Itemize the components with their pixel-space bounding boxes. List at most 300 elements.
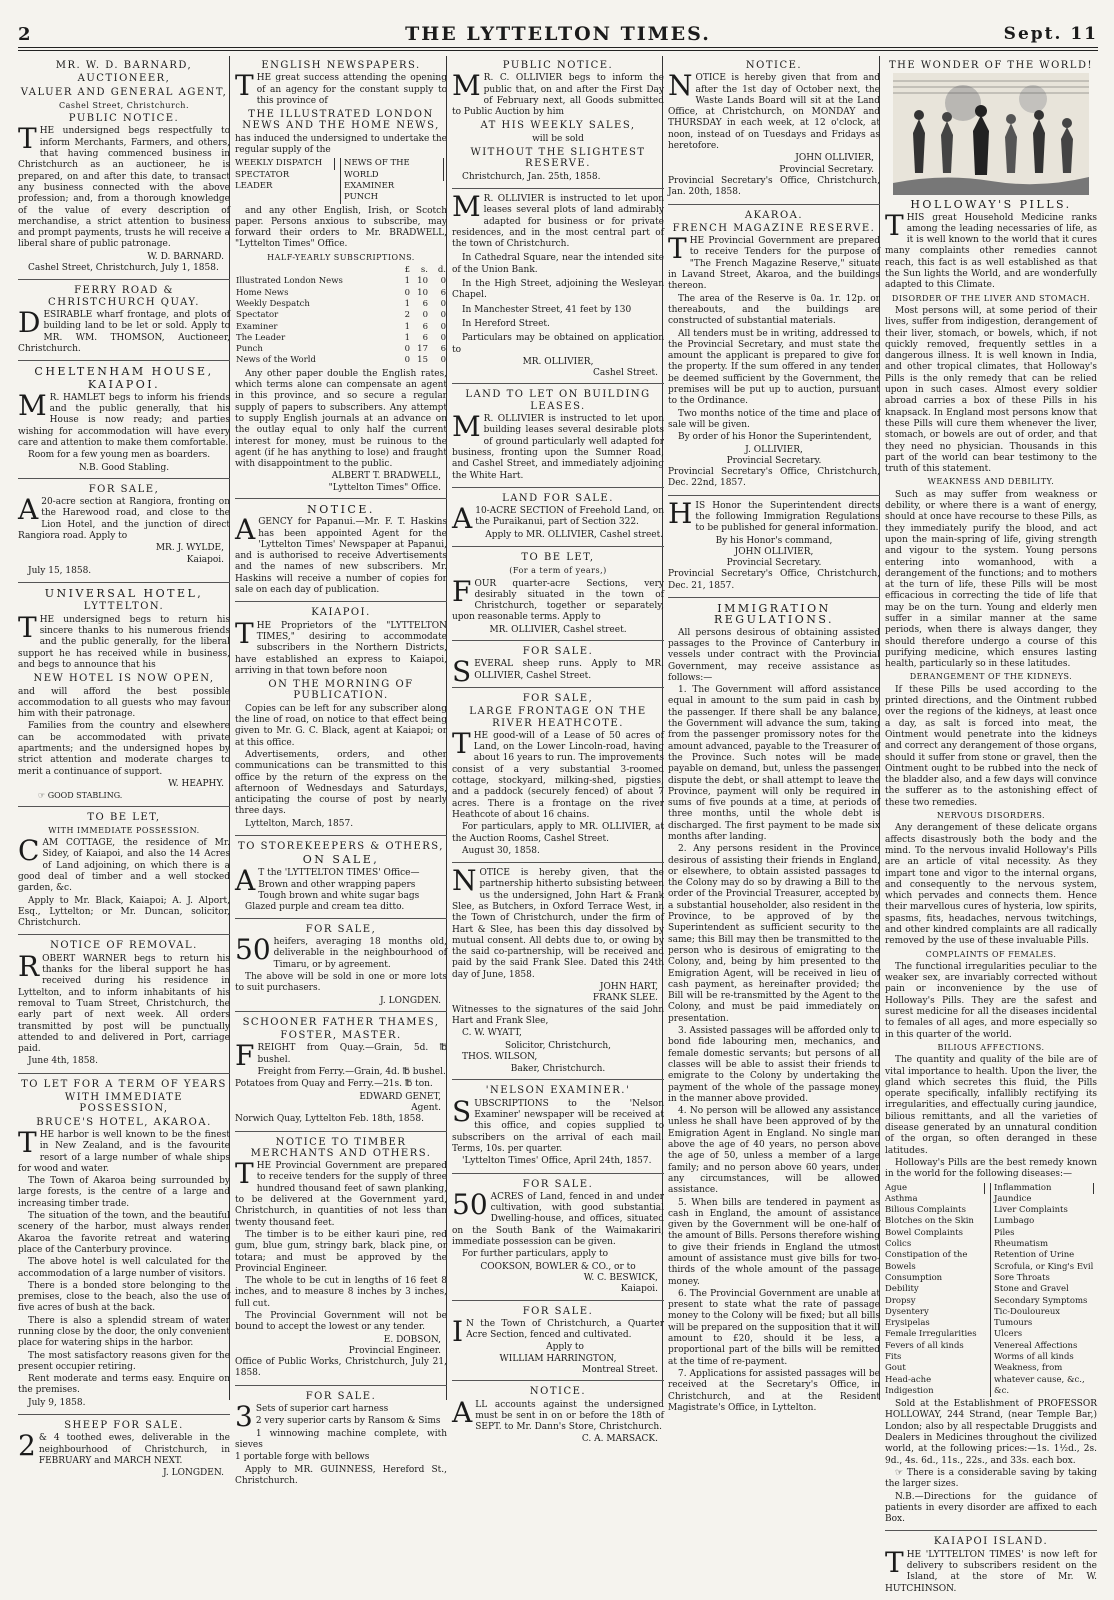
ad-body: HE undersigned begs to return his sincere thanks to his numerous friends and the public generally, for the liberal support he has received while in business, and begs to announce that his — [18, 614, 230, 670]
ad-item: In the High Street, adjoining the Wesleyan Chapel. — [452, 279, 664, 301]
ad-caps: ON THE MORNING OF PUBLICATION. — [268, 679, 414, 702]
ad-heading: NOTICE OF REMOVAL. — [50, 940, 198, 952]
ad-heading: SCHOONER FATHER THAMES, — [242, 1016, 440, 1028]
ad-heading: NOTICE. — [529, 1386, 587, 1398]
ad-body: ACRES of Land, fenced in and under cultivation, with good substantial Dwelling-house, and offices, situated on the South Bank of the Waimakariri, immediate possession can be given. — [452, 1191, 664, 1248]
section-heading: DISORDER OF THE LIVER AND STOMACH. — [891, 293, 1091, 303]
drop-cap: 3 — [235, 1400, 253, 1434]
ad-date: 'Lyttelton Times' Office, April 24th, 1857. — [462, 1156, 652, 1167]
disease-item: Inflammation — [994, 1183, 1094, 1194]
regulation-item: 1. The Government will afford assistance equal in amount to the sum paid in cash by the passenger. If there shall be any balance, the Government will advance the sum, taking from the passenger promissory notes for the amount advanced, payable to the Treasurer of the Province. Such notes will be made payable on demand, but, unless the passenger dispute the debt, or shall attempt to leave the Province, payment will only be required in sums of five pounds at a time, at periods of three months, until the whole debt is discharged. The first payment to be made six months after landing. — [668, 685, 881, 842]
table-cell: Punch — [236, 344, 263, 355]
ad-date: Office of Public Works, Christchurch, July 21, 1858. — [235, 1357, 447, 1379]
to-be-let-ad — [18, 812, 230, 936]
ad-body: HE Provincial Government are prepared to receive tenders for the supply of three hundred thousand feet of sawn planking, to be delivered at the Government yard, Christchurch, in quantities of not less than twenty thousand feet. — [235, 1161, 447, 1228]
table-row — [235, 355, 447, 366]
akaroa-hotel-ad — [18, 1079, 230, 1415]
ad-heading: 'NELSON EXAMINER.' — [485, 1085, 631, 1097]
ad-heading: TO LET FOR A TERM OF YEARS — [21, 1078, 227, 1090]
sheep-runs-ad — [452, 646, 664, 688]
ad-signature: W. D. BARNARD. — [147, 251, 224, 262]
disease-item: Erysipelas — [885, 1318, 930, 1329]
table-row — [235, 276, 447, 287]
ad-heading: IMMIGRATION REGULATIONS. — [714, 602, 834, 627]
ad-heading: UNIVERSAL HOTEL, — [44, 587, 204, 601]
drop-cap: S — [452, 655, 472, 689]
ad-signature: Provincial Secretary. — [726, 558, 822, 569]
drop-cap: A — [18, 493, 39, 527]
ad-caps: AT HIS WEEKLY SALES, — [480, 120, 636, 132]
ad-date: Cashel Street, Christchurch, July 1, 1858. — [28, 263, 219, 274]
ad-body: heifers, averaging 18 months old, deliverable in the neighbourhood of Timaru, or by agreement. — [273, 937, 447, 970]
ad-body: HE Provincial Government are prepared to receive Tenders for the purpose of "The French Magazine Reserve," situate in Lavand Street, Akaroa, and the buildings thereon. — [668, 236, 880, 292]
list-item: SPECTATOR — [235, 169, 290, 180]
drop-cap: 50 — [235, 933, 271, 967]
ad-date: July 15, 1858. — [28, 565, 92, 576]
regulation-item: 3. Assisted passages will be afforded only to bond fide labouring men, mechanics, and female domestic servants; but persons of all classes will be able to assist their friends to emigrate to the Colony by undertaking the payment of the whole of the passage money in the manner above provided. — [668, 1026, 880, 1104]
newspaper-list-left — [235, 158, 341, 203]
ad-body: 1 winnowing machine complete, with sieves — [235, 1428, 447, 1450]
disease-item: Bilious Complaints — [885, 1205, 966, 1216]
holloways-pills-ad — [885, 60, 1097, 1531]
disease-item: Female Irregularities — [885, 1329, 977, 1340]
ad-body: GENCY for Papanui.—Mr. F. T. Haskins has been appointed Agent for the 'Lyttelton Times' Newspaper at Papanui, and is authorised to receive Advertisements and the names of new subscribers. Mr. Haskins will receive a number of copies for sale on each day of publication. — [235, 517, 447, 596]
ad-heading: FERRY ROAD & CHRISTCHURCH QUAY. — [48, 285, 200, 308]
section-heading: COMPLAINTS OF FEMALES. — [925, 949, 1057, 959]
ad-signature: Provincial Secretary. — [779, 164, 874, 175]
immigration-directive-ad — [668, 496, 880, 598]
column-2 — [235, 58, 447, 1486]
disease-item: Dysentery — [885, 1306, 929, 1317]
ad-item: In Cathedral Square, near the intended site of the Union Bank. — [452, 253, 664, 275]
section-heading: NERVOUS DISORDERS. — [936, 811, 1046, 821]
ad-signature: MR. OLLIVIER, — [522, 356, 594, 367]
drop-cap: T — [885, 208, 904, 242]
disease-item: Liver Complaints — [994, 1205, 1068, 1216]
nelson-examiner-ad — [452, 1085, 664, 1173]
drop-cap: T — [18, 610, 37, 644]
table-cell: 6 — [440, 287, 446, 298]
quarter-acre-ad — [452, 1306, 664, 1382]
ad-body: R. OLLIVIER is instructed to let upon building leases several desirable plots of ground particularly well adapted for business, fronting upon the Sumner Road, and Cashel Street, and immediately adjoining the White Hart. — [452, 414, 664, 481]
ad-body: N the Town of Christchurch, a Quarter Acre Section, fenced and cultivated. — [466, 1318, 664, 1341]
disease-item: Jaundice — [994, 1193, 1032, 1204]
disease-item: Piles — [994, 1227, 1015, 1238]
ad-signature: ALBERT T. BRADWELL, — [331, 471, 441, 482]
disease-item: Rheumatism — [994, 1239, 1049, 1250]
disease-item: Consumption — [885, 1272, 943, 1283]
ad-signature: C. A. MARSACK. — [581, 1434, 658, 1445]
ad-heading: KAIAPOI ISLAND. — [933, 1536, 1049, 1548]
ad-body: The above will be sold in one or more lots to suit purchasers. — [235, 971, 447, 994]
ad-subheading: FRENCH MAGAZINE RESERVE. — [672, 222, 876, 234]
drop-cap: H — [668, 496, 693, 530]
table-cell: 17 — [417, 344, 428, 355]
disease-item: Asthma — [885, 1193, 918, 1204]
ad-signature: Montreal Street. — [582, 1364, 658, 1375]
page-header — [18, 22, 1098, 48]
ad-witness: THOS. WILSON, — [462, 1051, 538, 1062]
ad-body: REIGHT from Quay.—Grain, 5d. ℔ bushel. — [257, 1043, 447, 1065]
for-sale-rangiora-ad — [18, 484, 230, 583]
subscription-table — [235, 265, 447, 367]
header-rule — [18, 50, 1098, 52]
disease-item: Debility — [885, 1284, 919, 1295]
sheep-for-sale-ad — [18, 1420, 230, 1483]
table-row — [235, 344, 447, 355]
disease-item: Sore Throats — [994, 1272, 1050, 1283]
disease-item: Colics — [885, 1239, 912, 1250]
ad-signature: WILLIAM HARRINGTON, — [499, 1353, 617, 1364]
drop-cap: F — [235, 1039, 255, 1073]
ad-heading: FOR SALE. — [522, 1305, 594, 1317]
ad-signature: Cashel Street. — [593, 368, 658, 379]
section-heading: BILIOUS AFFECTIONS. — [937, 1042, 1045, 1052]
ad-heading: MR. W. D. BARNARD, — [55, 60, 193, 71]
ad-item: Brown and other wrapping papers — [258, 879, 416, 890]
table-cell: 0 — [440, 321, 446, 332]
ad-signature: Agent. — [411, 1102, 441, 1113]
issue-date: Sept. 11 — [1003, 24, 1098, 44]
drop-cap: A — [452, 502, 473, 536]
ad-body: Most persons will, at some period of their lives, suffer from indigestion, derangement of their liver, stomach, or bowels, which, if not quickly removed, frequently settles in a dangerous illness. It is well known in India, and other tropical climates, that Holloway's Pills is the only remedy that can be relied upon in such cases. Almost every soldier abroad carries a box of these Pills in his knapsack. In England most persons know that these Pills will cure them whenever the liver, stomach, or bowels are out of order, and that they need no physician. Thousands in this part of the world can bear testimony to the truth of this statement. — [885, 305, 1097, 475]
ad-subheading: AUCTIONEER, — [77, 73, 171, 85]
ad-date: August 30, 1858. — [462, 845, 540, 856]
ad-heading: FOR SALE. — [522, 646, 594, 658]
ad-caps: NEW HOTEL IS NOW OPEN, — [33, 673, 215, 685]
ad-witness: C. W. WYATT, — [462, 1028, 522, 1039]
drop-cap: S — [452, 1094, 472, 1128]
ad-subheading: (For a term of years,) — [509, 566, 607, 576]
kaiapoi-express-ad — [235, 607, 447, 836]
heifers-for-sale-ad — [235, 924, 447, 1012]
ad-signature: Provincial Engineer. — [348, 1345, 441, 1356]
regulation-item: 4. No person will be allowed any assistance unless he shall have been approved of by the Emigration Agent in England. No single man above the age of 40 years, no person above the age of 50, unless a member of a large family; and no person above 60 years, under any circumstances, will be allowed assistance. — [668, 1106, 880, 1196]
table-header: d. — [437, 265, 446, 276]
ad-heading: CHELTENHAM HOUSE, — [34, 365, 214, 379]
ad-body: N.B.—Directions for the guidance of patients in every disorder are affixed to each Box. — [885, 1491, 1097, 1525]
table-header-row — [235, 265, 447, 276]
ad-heading: HOLLOWAY'S PILLS. — [910, 198, 1072, 212]
table-cell: 1 — [404, 276, 410, 287]
ad-body: OTICE is hereby given, that the partnership hitherto subsisting between us the undersigned, John Hart & Frank Slee, as Butchers, in Oxford Terrace West, in the Town of Christchurch, under the firm of Hart & Slee, has been this day dissolved by mutual consent. All debts due to, or owing by the said co-partnership, will be received and paid by the said Frank Slee. Dated this 24th day of June, 1858. — [452, 868, 664, 980]
table-cell: 6 — [440, 344, 446, 355]
table-cell: 6 — [422, 332, 428, 343]
table-cell: 0 — [440, 276, 446, 287]
ad-body: HE harbor is well known to be the finest in New Zealand, and is the favourite resort of a large number of whale ships for wood and water. — [18, 1129, 230, 1174]
ad-signature: JOHN OLLIVIER, — [795, 153, 874, 164]
ad-note: N.B. Good Stabling. — [78, 462, 170, 473]
drop-cap: M — [452, 189, 481, 223]
harness-for-sale-ad — [235, 1391, 447, 1492]
drop-cap: M — [452, 69, 481, 103]
ad-body: The situation of the town, and the beautiful scenery of the harbor, must always render Akaroa the favorite retreat and watering place of the Canterbury province. — [18, 1211, 230, 1255]
table-cell: 0 — [404, 287, 410, 298]
ad-body: HE Proprietors of the "LYTTELTON TIMES," desiring to accommodate subscribers in the Northern Districts, have established an express to Kaiapoi, arriving in that town before noon — [235, 620, 447, 676]
disease-item: Weakness, from whatever cause, &c., &c. — [994, 1363, 1085, 1396]
regulation-item: 5. When bills are tendered in payment as cash in England, the amount of assistance given by the Government will be one-half of the amount of Bills. Persons therefore wishing to give their friends in England the utmost amount of assistance must give bills for two-thirds of the whole amount of the passage money. — [668, 1197, 880, 1287]
ad-body: R. HAMLET begs to inform his friends and the public generally, that his House is now ready; and parties wishing for accommodation will have every care and attention to make them comfortable. — [18, 392, 230, 448]
drop-cap: A — [235, 863, 256, 897]
ad-body: Witnesses to the signatures of the said John Hart and Frank Slee, — [452, 1004, 664, 1026]
ad-subheading: BRUCE'S HOTEL, AKAROA. — [36, 1116, 212, 1128]
ad-body: Sold at the Establishment of PROFESSOR HOLLOWAY, 244 Strand, (near Temple Bar,) London; also by all respectable Druggists and Dealers in Medicines throughout the civilized world, at the following prices:—1s. 1½d., 2s. 9d., 4s. 6d., 11s., 22s., and 33s. each box. — [885, 1399, 1097, 1466]
ad-body: HE 'LYTTELTON TIMES' is now left for delivery to subscribers resident on the Island, at the store of Mr. W. HUTCHINSON. — [885, 1549, 1097, 1594]
ad-signature: COOKSON, BOWLER & CO., or to — [480, 1261, 636, 1272]
ad-heading: ENGLISH NEWSPAPERS. — [261, 60, 421, 71]
section-heading: WEAKNESS AND DEBILITY. — [927, 477, 1055, 487]
ad-body: R. OLLIVIER is instructed to let upon leases several plots of land admirably adapted for business or for private residences, and in the most central part of the town of Christchurch. — [452, 193, 664, 250]
ad-body: The area of the Reserve is 0a. 1r. 12p. or thereabouts, and the buildings are constructed of substantial materials. — [668, 293, 880, 327]
newspaper-title: THE LYTTELTON TIMES. — [405, 23, 711, 45]
ad-caps: THE ILLUSTRATED LONDON NEWS AND THE HOME NEWS, — [242, 109, 440, 132]
newspaper-list — [235, 158, 447, 203]
table-cell: 2 — [404, 310, 410, 321]
ad-body: Any other paper double the English rates, which terms alone can compensate an agent in this province, and so secure a regular supply of papers to subscribers. Any attempt to supply English journals at an advance on the outlay equal to only half the current interest for money, must be ruinous to the agent (if he has anything to lose) and fraught with disappointment to the public. — [235, 368, 447, 470]
ad-body: OTICE is hereby given that from and after the 1st day of October next, the Waste Lands Board will sit at the Land Office, at Christchurch, on MONDAY and THURSDAY in each week, at 12 o'clock, at noon, instead of on Tuesdays and Fridays as heretofore. — [668, 73, 880, 152]
table-cell: 1 — [404, 332, 410, 343]
drop-cap: T — [452, 726, 471, 760]
ad-body: OBERT WARNER begs to return his thanks for the liberal support he has received during his residence in Lyttelton, and to inform inhabitants of his removal to Tuam Street, Christchurch, the early part of next week. All orders transmitted by post will be punctually attended to and delivered in Port, carriage paid. — [18, 953, 230, 1055]
ad-body: Sets of superior cart harness — [255, 1404, 389, 1415]
ad-signature: MR. OLLIVIER, Cashel street. — [489, 624, 627, 635]
newspaper-list-right — [344, 158, 447, 203]
ad-note-text: GOOD STABLING. — [47, 791, 123, 801]
list-item: LEADER — [235, 180, 273, 191]
ad-body: The Town of Akaroa being surrounded by large forests, is the centre of a large and increasing timber trade. — [18, 1176, 230, 1209]
ad-body: For particulars, apply to MR. OLLIVIER, at the Auction Rooms, Cashel Street. — [452, 822, 664, 844]
ad-body: Advertisements, orders, and other communications can be transmitted to this office by the return of the express on the afternoon of Wednesdays and Saturdays, anticipating the course of post by nearly three days. — [235, 749, 447, 817]
ad-heading: FOR SALE. — [522, 1178, 594, 1190]
disease-item: Fits — [885, 1351, 902, 1362]
ad-heading: FOR SALE, — [522, 692, 594, 704]
disease-item: Bowel Complaints — [885, 1227, 963, 1238]
ad-item: In Manchester Street, 41 feet by 130 — [462, 304, 632, 315]
ad-caps: WITHOUT THE SLIGHTEST RESERVE. — [470, 147, 646, 170]
drop-cap: M — [452, 410, 481, 444]
drop-cap: T — [235, 616, 254, 650]
ad-signature: JOHN HART, — [599, 982, 658, 993]
ad-heading: FOR SALE. — [305, 1390, 377, 1402]
drop-cap: A — [452, 1395, 473, 1429]
ad-heading: TO STOREKEEPERS & OTHERS, — [238, 841, 444, 852]
engraving-illustration — [893, 73, 1089, 195]
ad-body: IS Honor the Superintendent directs the following Immigration Regulations to be published for general information. — [695, 500, 880, 534]
ad-body: HE good-will of a Lease of 50 acres of Land, on the Lower Lincoln-road, having about 16 years to run. The improvements consist of a very substantial 3-roomed cottage, stockyard, milking-shed, pigsties, and a paddock (securely fenced) of about 7 acres. There is a frontage on the river Heathcote of about 16 chains. — [452, 730, 664, 820]
timber-notice-ad — [235, 1137, 447, 1386]
ad-heading: NOTICE. — [307, 502, 375, 516]
ad-subheading: WITH IMMEDIATE POSSESSION, — [64, 1092, 184, 1115]
partnership-dissolved-ad — [452, 864, 664, 1080]
ad-body: T the 'LYTTELTON TIMES' Office— — [258, 867, 420, 878]
table-title: HALF-YEARLY SUBSCRIPTIONS. — [267, 252, 415, 262]
schooner-ad — [235, 1017, 447, 1132]
ad-body: By order of his Honor the Superintendent, — [678, 432, 872, 443]
universal-hotel-ad — [18, 588, 230, 806]
drop-cap: T — [18, 122, 37, 156]
diseases-list — [885, 1183, 1097, 1398]
fifty-acres-ad — [452, 1179, 664, 1301]
ad-heading: PUBLIC NOTICE. — [68, 113, 180, 125]
table-row — [235, 288, 447, 299]
ad-body: Such as may suffer from weakness or debility, or where there is a want of energy, should at once have recourse to these Pills, as they immediately purify the blood, and act upon the main-spring of life, giving strength and vigour to the system. Young persons entering into womanhood, with a derangement of the functions; and to mothers at the turn of life, these Pills will be most efficacious in correcting the tide of life that may be on the turn. Young and elderly men suffer in a similar manner at the same periods, when there is always danger, they should therefore undergo a course of this purifying medicine, which ensures lasting health, particularly so in these latitudes. — [885, 489, 1097, 670]
ad-subheading: LYTTELTON. — [83, 601, 165, 613]
ad-date: Christchurch, Jan. 25th, 1858. — [462, 171, 601, 182]
column-4 — [668, 58, 881, 1413]
table-cell: 0 — [404, 344, 410, 355]
disease-item: Venereal Affections — [994, 1340, 1078, 1351]
ad-heading: TO BE LET, — [87, 811, 161, 823]
ad-body: 20-acre section at Rangiora, fronting on the Harewood road, and close to the Lion Hotel, and the junction of direct Rangiora road. Apply to — [18, 497, 230, 541]
table-cell: 1 — [404, 298, 410, 309]
ad-body: has induced the undersigned to undertake the regular supply of the — [235, 133, 447, 156]
ad-heading: SHEEP FOR SALE. — [64, 1420, 184, 1432]
disease-item: Ulcers — [994, 1329, 1023, 1340]
ad-signature: Provincial Secretary. — [726, 455, 822, 466]
ad-signature: MR. J. WYLDE, — [155, 543, 224, 554]
english-newspapers-ad — [235, 60, 447, 499]
ad-signature: JOHN OLLIVIER, — [734, 546, 814, 557]
disease-item: Secondary Symptoms — [994, 1295, 1088, 1306]
column-1 — [18, 58, 230, 1479]
table-cell: Examiner — [236, 321, 278, 332]
disease-item: Gout — [885, 1363, 906, 1374]
ad-body: Potatoes from Quay and Ferry.—21s. ℔ ton. — [235, 1079, 433, 1090]
waste-lands-notice-ad — [668, 60, 880, 205]
ad-body: All persons desirous of obtaining assisted passages to the Province of Canterbury in vessels under contract with the Provincial Government, may receive assistance as follows:— — [668, 627, 880, 683]
ad-body: The timber is to be either kauri pine, red gum, blue gum, stringy bark, black pine, or totara; and must be approved by the Provincial Engineer. — [235, 1229, 447, 1274]
ad-body: and will afford the best possible accommodation to all guests who may favour him with their patronage. — [18, 686, 230, 720]
list-item: WEEKLY DISPATCH — [235, 158, 335, 169]
disease-item: Retention of Urine — [994, 1250, 1075, 1261]
table-row — [235, 299, 447, 310]
drop-cap: T — [885, 1545, 904, 1579]
table-cell: 0 — [440, 355, 446, 366]
table-cell: 0 — [404, 355, 410, 366]
diseases-list-right — [994, 1183, 1097, 1398]
table-row — [235, 333, 447, 344]
table-cell: 10 — [417, 276, 428, 287]
ad-body: ESIRABLE wharf frontage, and plots of building land to be let or sold. Apply to MR. WM. THOMSON, Auctioneer, Christchurch. — [18, 309, 230, 354]
drop-cap: I — [452, 1314, 464, 1348]
ad-body: HIS great Household Medicine ranks among the leading necessaries of life, as it is well known to the world that it cures many complaints other remedies cannot reach, this fact is as well established as that the Sun lights the World, and are wonderfully adapted to this Climate. — [885, 212, 1097, 291]
regulation-item: 7. Applications for assisted passages will be received at the Secretary's Office, in Christchurch, and at the Resident Magistrate's Office, in Lyttelton. — [668, 1368, 880, 1413]
disease-item: Constipation of the Bowels — [885, 1250, 968, 1272]
ad-body: Apply to — [546, 1342, 584, 1353]
ad-body: & 4 toothed ewes, deliverable in the neighbourhood of Christchurch, in FEBRUARY and MARCH NEXT. — [38, 1433, 230, 1466]
building-leases-ad — [452, 389, 664, 487]
table-cell: 1 — [404, 321, 410, 332]
ad-heading: NOTICE. — [745, 60, 803, 71]
ad-signature: J. LONGDEN. — [380, 995, 441, 1006]
column-5 — [885, 58, 1097, 1594]
ad-body: R. C. OLLIVIER begs to inform the public that, on and after the First Day of February next, all Goods submitted to Public Auction by him — [452, 73, 664, 118]
ad-date: Provincial Secretary's Office, Christchurch, Dec. 22nd, 1857. — [668, 467, 880, 489]
ad-body: EVERAL sheep runs. Apply to MR. OLLIVIER, Cashel Street. — [474, 659, 664, 681]
ad-signature: E. DOBSON, — [383, 1334, 441, 1345]
ad-date: July 9, 1858. — [28, 1397, 86, 1408]
immigration-regulations — [668, 603, 880, 1419]
ad-date: Provincial Secretary's Office, Christchurch, Jan. 20th, 1858. — [668, 175, 880, 198]
ad-note: ☞ GOOD STABLING. — [38, 791, 123, 801]
table-header: £ — [404, 265, 410, 276]
ad-witness: Solicitor, Christchurch, — [504, 1040, 612, 1051]
disease-item: Fevers of all kinds — [885, 1340, 964, 1351]
table-cell: Illustrated London News — [236, 276, 343, 287]
ad-body: Apply to Mr. Black, Kaiapoi; A. J. Alport, Esq., Lyttelton; or Mr. Duncan, solicitor, Christchurch. — [18, 895, 230, 929]
table-row — [235, 322, 447, 333]
ad-body: AM COTTAGE, the residence of Mr. Sidey, of Kaiapoi, and also the 14 Acres of Land adjoining, on which there is a good deal of timber and a well stocked garden, &c. — [18, 838, 230, 894]
ad-date: Norwich Quay, Lyttelton Feb. 18th, 1858. — [235, 1114, 424, 1125]
disease-item: Head-ache — [885, 1374, 932, 1385]
drop-cap: A — [235, 513, 256, 547]
table-cell: 15 — [417, 355, 428, 366]
ad-signature: Kaiapoi. — [620, 1284, 658, 1295]
ad-body: By his Honor's command, — [715, 535, 833, 546]
ad-signature: Kaiapoi. — [186, 554, 224, 565]
ad-body: and any other English, Irish, or Scotch paper. Persons anxious to subscribe, may forward their orders to Mr. BRADWELL, "Lyttelton Times" Office. — [235, 205, 447, 250]
table-cell: 0 — [422, 310, 428, 321]
ad-body: Particulars may be obtained on application to — [452, 333, 664, 355]
ollivier-leases-ad — [452, 189, 664, 384]
ad-body: If these Pills be used according to the printed directions, and the Ointment rubbed over the regions of the kidneys, at least once a day, as salt is forced into meat, the Ointment would penetrate into the kidneys and correct any derangement of those organs, should it suffer from stone or gravel, then the Ointment ought to be rubbed into the neck of the bladder also, and a few days will convince the sufferer as to the astonishing effect of these two remedies. — [885, 684, 1097, 808]
list-item: PUNCH — [344, 192, 379, 203]
ad-subheading: KAIAPOI. — [87, 378, 161, 392]
ad-body: HE great success attending the opening of an agency for the constant supply to this province of — [256, 73, 447, 106]
ad-body: OUR quarter-acre Sections, very desirably situated in the town of Christchurch, together or separately, upon reasonable terms. Apply to — [452, 578, 664, 623]
ad-date: Provincial Secretary's Office, Christchurch, Dec. 21, 1857. — [668, 569, 880, 591]
table-cell: The Leader — [236, 332, 286, 343]
ad-body: All tenders must be in writing, addressed to the Provincial Secretary, and must state the amount the applicant is prepared to give for the property. If the sum offered in any tender be deemed sufficient by the Government, the premises will be put up to auction, pursuant to the Ordinance. — [668, 328, 880, 407]
drop-cap: M — [18, 388, 47, 422]
papanui-notice-ad — [235, 504, 447, 602]
ad-body: LL accounts against the undersigned must be sent in on or before the 18th of SEPT. to Mr. Dann's Store, Christchurch. — [475, 1399, 664, 1433]
ad-signature: FRANK SLEE. — [592, 993, 658, 1004]
disease-item: Lumbago — [994, 1216, 1035, 1227]
storekeepers-ad — [235, 841, 447, 919]
accounts-notice-ad — [452, 1386, 664, 1449]
ad-body: The above hotel is well calculated for the accommodation of a large number of visitors. — [18, 1257, 230, 1279]
ad-heading: NOTICE TO TIMBER MERCHANTS AND OTHERS. — [250, 1136, 432, 1159]
ad-body: For further particulars, apply to — [462, 1249, 609, 1260]
table-header: s. — [420, 265, 428, 276]
table-row — [235, 310, 447, 321]
ad-body: There is a bonded store belonging to the premises, close to the beach, also the use of five acres of bush at the back. — [18, 1280, 230, 1314]
ad-signature: J. LONGDEN. — [163, 1468, 224, 1479]
ad-date: June 4th, 1858. — [28, 1056, 99, 1067]
drop-cap: 50 — [452, 1187, 488, 1221]
drop-cap: T — [235, 1157, 254, 1191]
drop-cap: T — [235, 69, 254, 103]
ad-body: ☞ There is a considerable saving by taking the larger sizes. — [885, 1467, 1097, 1490]
ad-item: In Hereford Street. — [462, 318, 550, 329]
ad-subheading: ON SALE, — [302, 853, 380, 867]
table-cell: News of the World — [236, 355, 316, 366]
ad-body: Freight from Ferry.—Grain, 4d. ℔ bushel. — [257, 1067, 446, 1078]
table-cell: 0 — [440, 332, 446, 343]
ad-heading: PUBLIC NOTICE. — [502, 60, 614, 71]
disease-item: Tumours — [994, 1318, 1033, 1329]
ad-heading: AKAROA. — [744, 209, 804, 221]
ad-body: The most satisfactory reasons given for the present occupier retiring. — [18, 1350, 230, 1372]
drop-cap: N — [668, 69, 693, 103]
table-cell: Home News — [236, 287, 289, 298]
ad-heading: LAND FOR SALE. — [502, 492, 614, 504]
ad-body: UBSCRIPTIONS to the 'Nelson Examiner' newspaper will be received at this office, and copies supplied to subscribers on the arrival of each mail. Terms, 10s. per quarter. — [452, 1098, 664, 1154]
ad-body: will be sold — [532, 133, 584, 144]
disease-item: Worms of all kinds — [994, 1351, 1074, 1362]
disease-item: Scrofula, or King's Evil — [994, 1261, 1094, 1272]
